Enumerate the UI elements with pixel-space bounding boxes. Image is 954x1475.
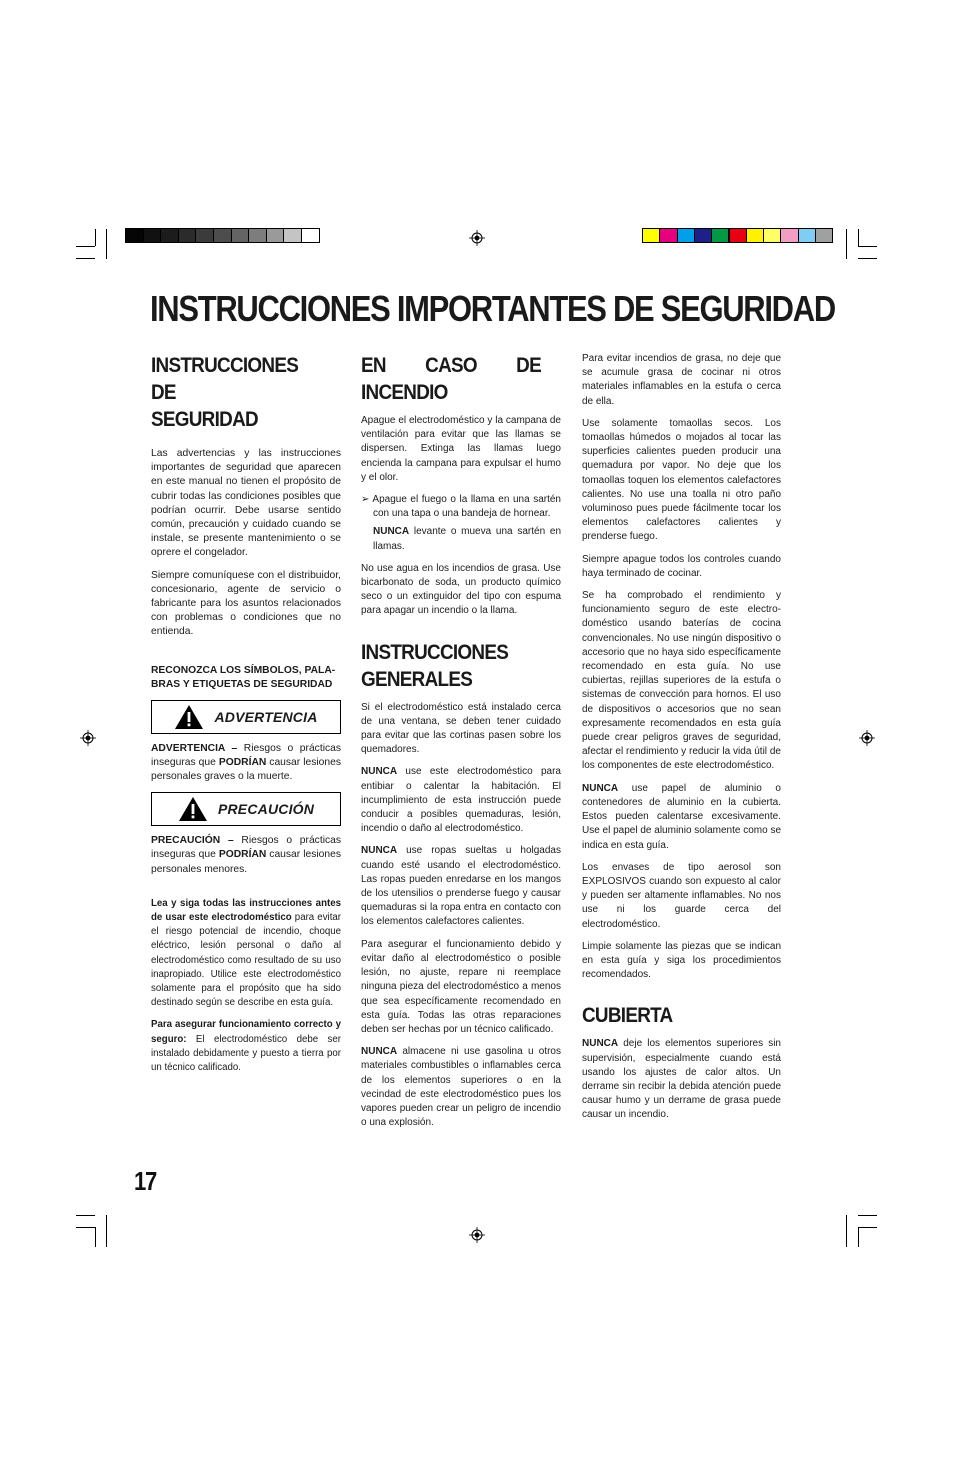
emphasis: PODRÍAN: [218, 756, 267, 768]
paragraph: No use agua en los incendios de grasa. Use bicarbonato de soda, un producto químico seco o un extinguidor del tipo con espuma para apagar un incendio o la llama.: [361, 562, 561, 617]
warning-triangle-icon: [174, 704, 204, 730]
column-fire-and-general: [361, 352, 561, 1138]
paragraph: Se ha comprobado el rendimiento y funcionamiento seguro de este electro-doméstico usando baterías de cocina convencionales. No use ningún dispositivo o accesorio que no haya sido específicamente recomendado en esta guía. No use cubiertas, rejillas superiores de la estufa o sistemas de convección para hornos. El uso de dispositivos o accesorios que no sean expresamente recomendados en esta guía puede crear peligros graves de seguridad, afectar el rendimiento y reducir la vida útil de los componentes de este electrodoméstico.: [582, 590, 781, 772]
heading-line: INSTRUCCIONES DE: [151, 354, 299, 404]
emphasis: Para asegurar funcionamiento correcto y seguro:: [151, 1019, 341, 1045]
paragraph: Los envases de tipo aerosol son EXPLOSIVOS cuando son expuesto al calor y pueden ser altamente inflamables. No nos use ni los guarde cerca del electrodoméstico.: [582, 861, 781, 930]
text: Riesgos o prácticas inseguras que: [151, 742, 342, 768]
paragraph: Use solamente tomaollas secos. Los tomaollas húmedos o mojados al tocar las superficies calientes pueden producir una quemadura por vapor. No deje que los tomaollas toquen los elementos calefactores calientes. No use una toalla ni otro paño voluminoso pues puede fácilmente tocar los elementos calefactores calientes y prenderse fuego.: [582, 417, 781, 543]
column-safety-instructions: [151, 352, 341, 1083]
text: deje los elementos superiores sin supervisión, especialmente cuando está usando los ajustes de calor altos. Un derrame sin recibir la debida atención puede causar humo y un derrame de grasa puede causar un incendio.: [582, 1038, 781, 1121]
registration-mark-icon: [469, 230, 485, 246]
paragraph: [582, 1037, 781, 1122]
caution-label-box: [151, 792, 341, 826]
registration-mark-icon: [859, 730, 875, 746]
warning-description: [151, 742, 341, 785]
text: para evitar el riesgo potencial de incendio, choque eléctrico, lesión personal o daño al electrodoméstico como resultado de su uso inapropiado. Utilice este electrodoméstico solamente para el propósito que ha sido destinado según se describe en esta guía.: [151, 912, 341, 1009]
registration-mark-icon: [469, 1227, 485, 1243]
paragraph: Para asegurar el funcionamiento debido y evitar daño al electrodoméstico o posible lesión, no ajuste, repare ni reemplace ninguna pieza del electrodoméstico a menos que sea específicamente recomendado en esta guía. Todas las otras reparaciones deben ser hechas por un técnico calificado.: [361, 938, 561, 1035]
text: Riesgos o prácticas inseguras que: [151, 835, 342, 861]
emphasis: NUNCA: [373, 526, 410, 538]
gray-swatch: [125, 228, 144, 243]
gray-swatch: [266, 228, 285, 243]
text: Apague el fuego o la llama en una sartén con una tapa o una bandeja de hornear.: [369, 494, 561, 520]
emphasis: NUNCA: [361, 766, 398, 778]
paragraph: Si el electrodoméstico está instalado cerca de una ventana, se deben tener cuidado para evitar que las cortinas pasen sobre los quemadores.: [361, 701, 561, 756]
color-swatch: [642, 228, 660, 243]
color-swatch: [815, 228, 833, 243]
paragraph: Siempre apague todos los controles cuando haya terminado de cocinar.: [582, 553, 781, 579]
paragraph: Apague el electrodoméstico y la campana de ventilación para evitar que las llamas se dispersen. Extinga las llamas luego encienda la campana para expulsar el humo y el olor.: [361, 415, 561, 483]
color-swatch: [711, 228, 729, 243]
warning-label: ADVERTENCIA: [214, 708, 318, 725]
emphasis: PODRÍAN: [218, 849, 267, 861]
section-heading-safety: [151, 352, 322, 433]
emphasis: NUNCA: [361, 845, 398, 857]
gray-swatch: [160, 228, 179, 243]
heading-line: SEGURIDAD: [151, 408, 258, 431]
text: almacene ni use gasolina u otros materiales combustibles o inflamables cerca de los elementos superiores o en la vecindad de este electrodoméstico pues los vapores pueden crear un peligro de incendio o una explosión.: [361, 1046, 561, 1129]
caution-label: PRECAUCIÓN: [217, 801, 315, 818]
caution-description: [151, 834, 341, 877]
color-swatch: [677, 228, 695, 243]
color-swatch: [763, 228, 781, 243]
arrow-bullet-icon: ➢: [361, 494, 370, 506]
emphasis: NUNCA: [361, 1046, 398, 1058]
paragraph: [151, 897, 341, 1011]
text: use papel de aluminio o contenedores de aluminio en la cubierta. Estos pueden calentarse excesivamente. Use el papel de aluminio solamente como se indica en esta guía.: [582, 782, 781, 851]
registration-mark-icon: [80, 730, 96, 746]
color-swatch: [694, 228, 712, 243]
paragraph: [361, 1045, 561, 1130]
gray-swatch: [301, 228, 320, 243]
emphasis: NUNCA: [582, 782, 619, 794]
paragraph: [582, 782, 781, 853]
gray-swatch: [283, 228, 302, 243]
warning-lead: ADVERTENCIA –: [151, 742, 238, 754]
page-number: 17: [134, 1166, 157, 1196]
section-heading-cubierta: CUBIERTA: [582, 1004, 673, 1028]
color-swatch: [798, 228, 816, 243]
emphasis: NUNCA: [582, 1038, 619, 1050]
paragraph: [361, 525, 561, 553]
page-title: INSTRUCCIONES IMPORTANTES DE SEGURIDAD: [150, 288, 835, 329]
paragraph: Para evitar incendios de grasa, no deje que se acumule grasa de cocinar ni otros materiales inflamables en la estufa o cerca de ella.: [582, 353, 781, 407]
color-swatch: [780, 228, 798, 243]
caution-triangle-icon: [178, 796, 208, 822]
gray-swatch: [178, 228, 197, 243]
text: use este electrodoméstico para entibiar o calentar la habitación. El incumplimiento de esta instrucción puede conducir a posibles quemaduras, lesión, incendio o daño al electrodoméstico.: [361, 766, 561, 835]
text: levante o mueva una sartén en llamas.: [373, 526, 561, 552]
gray-swatch: [143, 228, 162, 243]
text: El electrodoméstico debe ser instalado debidamente y puesto a tierra por un técnico calificado.: [151, 1033, 341, 1074]
gray-swatch: [213, 228, 232, 243]
symbols-heading: RECONOZCA LOS SÍMBOLOS, PALA-BRAS Y ETIQUETAS DE SEGURIDAD: [151, 664, 336, 690]
caution-lead: PRECAUCIÓN –: [151, 835, 234, 847]
text: causar lesiones personales graves o la muerte.: [151, 756, 341, 783]
paragraph: [151, 1018, 341, 1075]
emphasis: Lea y siga todas las instrucciones antes de usar este electrodoméstico: [151, 897, 341, 924]
paragraph: Siempre comuníquese con el distribuidor, concesionario, agente de servicio o fabricante para los asuntos relacionados con problemas o condiciones que no entienda.: [151, 569, 341, 638]
paragraph: [361, 844, 561, 929]
column-general-continued: [582, 352, 781, 1131]
section-heading-general: INSTRUCCIONES GENERALES: [361, 640, 509, 691]
text: causar lesiones personales menores.: [151, 849, 341, 875]
section-heading-fire: EN CASO DE INCENDIO: [361, 354, 541, 404]
paragraph: Las advertencias y las instrucciones importantes de seguridad que aparecen en este manual no tienen el propósito de cubrir todas las condiciones posibles que podrían ocurrir. Debe usarse sentido común, precaución y cuidado cuando se instale, se presente mantenimiento o se oprere el congelador.: [151, 448, 341, 559]
bullet-item: [361, 493, 561, 521]
color-swatch: [729, 228, 747, 243]
gray-swatch: [195, 228, 214, 243]
paragraph: [361, 765, 561, 836]
color-swatch: [746, 228, 764, 243]
color-swatch: [659, 228, 677, 243]
warning-label-box: [151, 700, 341, 734]
gray-swatch: [248, 228, 267, 243]
text: use ropas sueltas u holgadas cuando esté usando el electrodoméstico. Las ropas pueden enredarse en los mangos de los utensilios o prenderse fuego y causar quemaduras si la ropa entra en contacto con los elementos calefactores calientes.: [361, 845, 561, 928]
gray-swatch: [231, 228, 250, 243]
paragraph: Limpie solamente las piezas que se indican en esta guía y siga los procedimientos recomendados.: [582, 940, 781, 981]
